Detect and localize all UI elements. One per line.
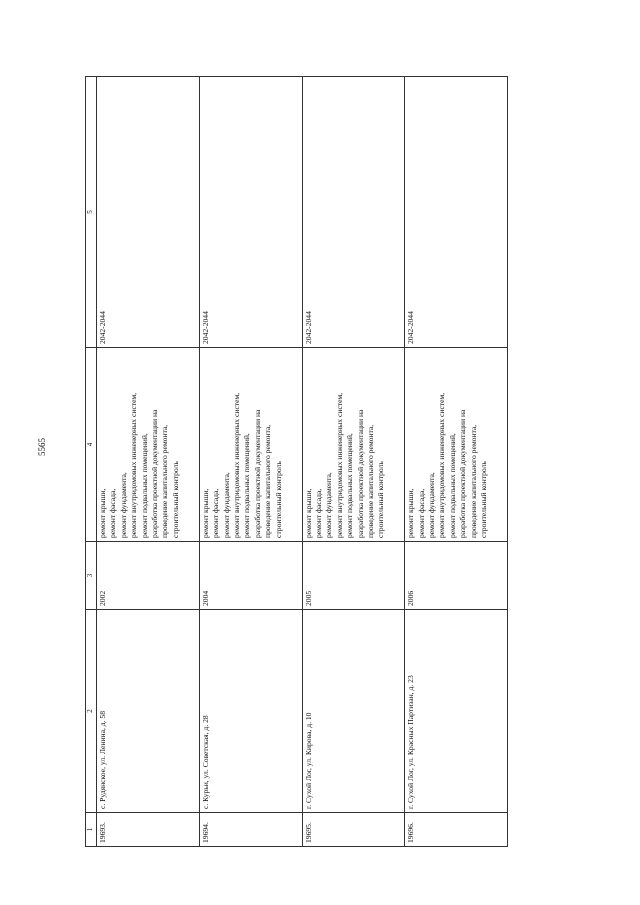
rotated-table-container <box>85 77 508 847</box>
construction-year: 2002 <box>97 542 200 610</box>
repair-period: 2042-2044 <box>97 77 200 348</box>
repair-works-text: ремонт крыши, ремонт фасада, ремонт фундамента, ремонт внутридомовых инженерных систем, ремонт подвальных помещений, разработка проектной документации на проведение капитального ремонта, строительный контроль <box>303 392 386 538</box>
repair-period: 2042-2044 <box>302 77 405 348</box>
column-header-5: 5 <box>86 77 97 348</box>
table-row <box>97 77 200 847</box>
column-header-3: 3 <box>86 542 97 610</box>
repair-works <box>302 348 405 542</box>
building-address: г. Сухой Лог, ул. Красных Партизан, д. 23 <box>405 610 508 813</box>
row-number: 19693. <box>97 813 200 847</box>
building-address: с. Курьи, ул. Советская, д. 28 <box>199 610 302 813</box>
repair-works-text: ремонт крыши, ремонт фасада, ремонт фундамента, ремонт внутридомовых инженерных систем, ремонт подвальных помещений, разработка проектной документации на проведение капитального ремонта, строительный контроль <box>406 392 489 538</box>
page-number: 5565 <box>37 438 47 456</box>
row-number: 19694. <box>199 813 302 847</box>
table-row <box>405 77 508 847</box>
table-header-row <box>86 77 97 847</box>
column-header-2: 2 <box>86 610 97 813</box>
column-header-4: 4 <box>86 348 97 542</box>
construction-year: 2005 <box>302 542 405 610</box>
repair-schedule-table <box>85 76 508 847</box>
table-row <box>302 77 405 847</box>
construction-year: 2006 <box>405 542 508 610</box>
building-address: с. Рудянское, ул. Ленина, д. 58 <box>97 610 200 813</box>
repair-period: 2042-2044 <box>199 77 302 348</box>
building-address: г. Сухой Лог, ул. Кирова, д. 10 <box>302 610 405 813</box>
row-number: 19695. <box>302 813 405 847</box>
repair-works <box>97 348 200 542</box>
column-header-1: 1 <box>86 813 97 847</box>
table-row <box>199 77 302 847</box>
repair-works-text: ремонт крыши, ремонт фасада, ремонт фундамента, ремонт внутридомовых инженерных систем, ремонт подвальных помещений, разработка проектной документации на проведение капитального ремонта, строительный контроль <box>98 392 180 538</box>
repair-period: 2042-2044 <box>405 77 508 348</box>
repair-works-text: ремонт крыши, ремонт фасада, ремонт фундамента, ремонт внутридомовых инженерных систем, ремонт подвальных помещений, разработка проектной документации на проведение капитального ремонта, строительный контроль <box>200 392 283 538</box>
repair-works <box>405 348 508 542</box>
repair-works <box>199 348 302 542</box>
row-number: 19696. <box>405 813 508 847</box>
construction-year: 2004 <box>199 542 302 610</box>
